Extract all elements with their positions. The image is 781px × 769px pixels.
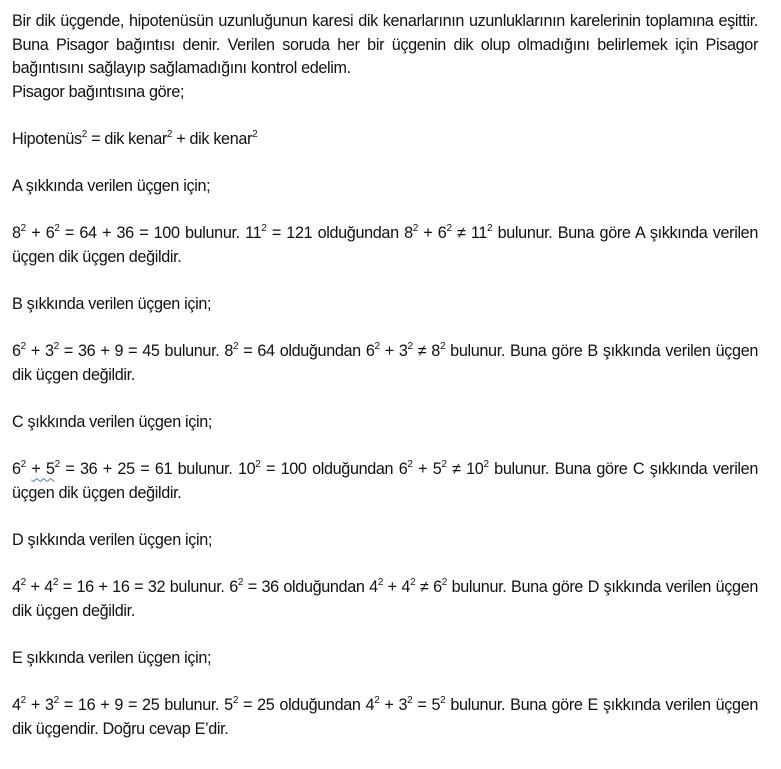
exponent: 2: [232, 694, 239, 706]
exponent: 2: [237, 576, 244, 588]
exponent: 2: [81, 128, 87, 140]
text-run: ≠ 10: [446, 460, 484, 479]
exponent: 2: [483, 458, 489, 470]
exponent: 2: [374, 694, 380, 706]
text-run: = 100 olduğundan 6: [260, 460, 408, 479]
spacer: [12, 104, 758, 128]
spacer: [12, 623, 758, 647]
spellcheck-flagged-text: + 5: [31, 460, 55, 479]
spacer: [12, 270, 758, 294]
text-run: = 36 + 9 = 45 bulunur. 8: [58, 342, 234, 361]
exponent: 2: [410, 576, 416, 588]
exponent: 2: [166, 128, 173, 140]
text-run: bulunur. Buna göre E şıkkında verilen üçgen dik üçgendir. Doğru cevap E’dir.: [12, 696, 759, 738]
text-run: + 6: [25, 224, 55, 243]
intro-paragraph: Bir dik üçgende, hipotenüsün uzunluğunun karesi dik kenarlarının uzunluklarının karelerinin toplamına eşittir. Buna Pisagor bağıntısı denir. Verilen soruda her bir üçgenin dik olup olmadığını belirlemek için Pisagor bağıntısını sağlayıp sağlamadığını kontrol edelim.: [12, 12, 758, 78]
exponent: 2: [54, 458, 60, 470]
option-a-heading: A şıkkında verilen üçgen için;: [12, 177, 211, 196]
option-d-calculation: [12, 576, 758, 623]
text-run: ≠ 11: [451, 224, 488, 243]
spacer: [12, 317, 758, 341]
option-b-heading: B şıkkında verilen üçgen için;: [12, 295, 212, 314]
exponent: 2: [252, 128, 258, 140]
text-run: = 16 + 9 = 25 bulunur. 5: [58, 696, 233, 715]
exponent: 2: [20, 340, 26, 352]
spacer: [12, 553, 758, 577]
option-a-calculation: [12, 222, 758, 269]
option-b-calculation: [12, 340, 758, 387]
exponent: 2: [52, 576, 59, 588]
text-run: = 64 olduğundan 6: [238, 342, 375, 361]
text-run: = 5: [412, 696, 441, 715]
option-c-heading: C şıkkında verilen üçgen için;: [12, 413, 213, 432]
text-run: 8: [12, 224, 21, 243]
text-run: bulunur. Buna göre A şıkkında verilen üçgen dik üçgen değildir.: [12, 224, 758, 266]
exponent: 2: [439, 340, 446, 352]
text-run: = 121 olduğundan 8: [266, 224, 413, 243]
exponent: 2: [53, 694, 59, 706]
exponent: 2: [20, 222, 26, 234]
text-run: + 6: [417, 224, 447, 243]
text-run: 6: [12, 460, 21, 479]
exponent: 2: [440, 694, 446, 706]
exponent: 2: [374, 340, 380, 352]
option-e-heading: E şıkkında verilen üçgen için;: [12, 649, 212, 668]
spacer: [12, 199, 758, 223]
text-run: = 25 olduğundan 4: [238, 696, 375, 715]
text-run: = 16 + 16 = 32 bulunur. 6: [58, 578, 238, 597]
options-list: [12, 152, 758, 742]
text-run: 6: [12, 342, 21, 361]
text-run: 4: [12, 696, 21, 715]
option-e-calculation: [12, 694, 758, 741]
exponent: 2: [487, 222, 493, 234]
text-run: bulunur. Buna göre D şıkkında verilen üçgen dik üçgen değildir.: [12, 578, 758, 620]
text-run: bulunur. Buna göre C şıkkında verilen üçgen dik üçgen değildir.: [12, 460, 758, 502]
text-run: + 5: [412, 460, 442, 479]
intro-lead: Pisagor bağıntısına göre;: [12, 82, 185, 101]
exponent: 2: [407, 694, 413, 706]
text-run: 4: [12, 578, 21, 597]
exponent: 2: [407, 340, 413, 352]
exponent: 2: [377, 576, 384, 588]
solution-document: [12, 10, 758, 741]
pythagoras-formula: [12, 128, 758, 152]
text-run: ≠ 6: [415, 578, 442, 597]
exponent: 2: [441, 458, 447, 470]
exponent: 2: [412, 222, 418, 234]
spacer: [12, 671, 758, 695]
text-run: + 4: [383, 578, 411, 597]
exponent: 2: [53, 340, 59, 352]
spacer: [12, 388, 758, 412]
text-run: + dik kenar: [172, 129, 253, 148]
exponent: 2: [20, 576, 26, 588]
option-c-calculation: [12, 458, 758, 505]
exponent: 2: [255, 458, 261, 470]
exponent: 2: [54, 222, 60, 234]
exponent: 2: [407, 458, 413, 470]
text-run: + 3: [379, 696, 408, 715]
spacer: [12, 505, 758, 529]
option-d-heading: D şıkkında verilen üçgen için;: [12, 531, 213, 550]
text-run: = 64 + 36 = 100 bulunur. 11: [59, 224, 262, 243]
spacer: [12, 435, 758, 459]
text-run: Hipotenüs: [12, 129, 82, 148]
text-run: + 3: [25, 696, 54, 715]
text-run: + 3: [25, 342, 54, 361]
exponent: 2: [261, 222, 267, 234]
spacer: [12, 152, 758, 176]
text-run: bulunur. Buna göre B şıkkında verilen üçgen dik üçgen değildir.: [12, 342, 758, 384]
text-run: = 36 olduğundan 4: [243, 578, 378, 597]
text-run: + 3: [379, 342, 408, 361]
exponent: 2: [20, 694, 26, 706]
text-run: + 4: [25, 578, 53, 597]
text-run: = dik kenar: [86, 129, 167, 148]
exponent: 2: [446, 222, 452, 234]
exponent: 2: [20, 458, 26, 470]
text-run: = 36 + 25 = 61 bulunur. 10: [59, 460, 256, 479]
exponent: 2: [233, 340, 239, 352]
text-run: ≠ 8: [412, 342, 440, 361]
exponent: 2: [441, 576, 447, 588]
